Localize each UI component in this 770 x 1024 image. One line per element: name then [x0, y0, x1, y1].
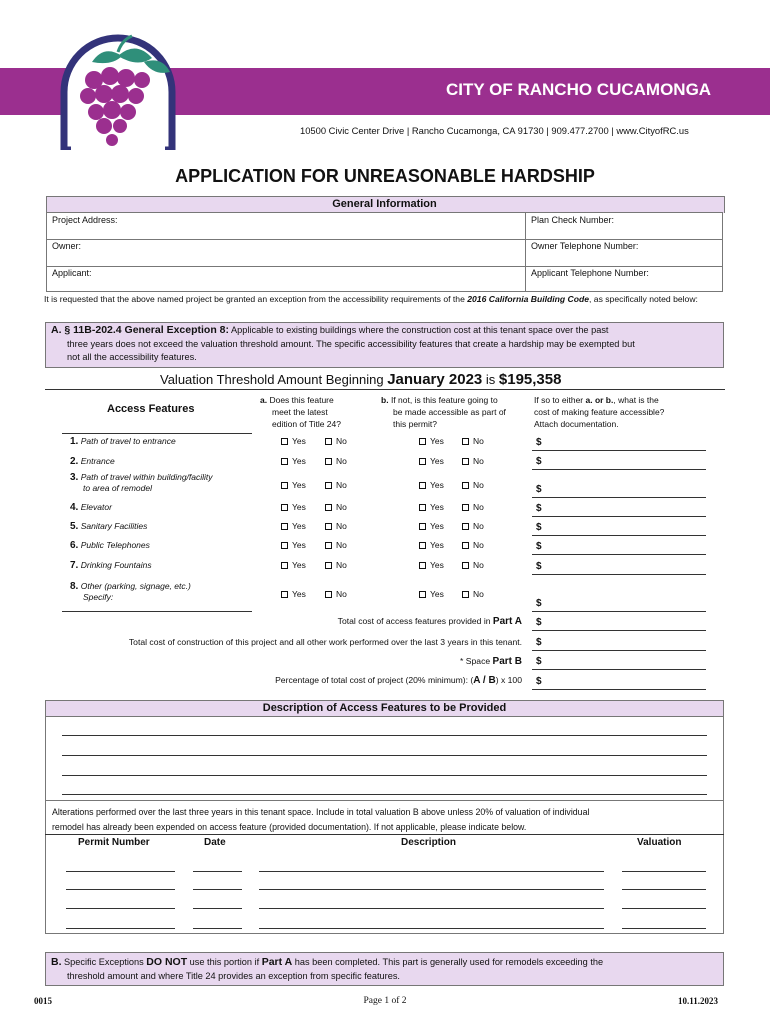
code-edition: 2016 California Building Code: [467, 294, 590, 304]
checkbox-label-no: No: [473, 480, 484, 490]
total-construction: Total cost of construction of this project and all other work performed over the last 3 years in this tenant.: [128, 637, 522, 647]
checkbox-label-yes: Yes: [292, 456, 306, 466]
cost-dollar-sign: $: [536, 522, 542, 533]
checkbox-a-no[interactable]: [325, 482, 332, 489]
checkbox-label-yes: Yes: [430, 436, 444, 446]
col-c-header: If so to either a. or b., what is the cost of making feature accessible? Attach documentation.: [534, 395, 665, 429]
date-line[interactable]: [193, 928, 242, 929]
valuation-line[interactable]: [622, 928, 706, 929]
checkbox-label-no: No: [336, 502, 347, 512]
checkbox-label-yes: Yes: [292, 502, 306, 512]
checkbox-a-yes[interactable]: [281, 562, 288, 569]
checkbox-label-yes: Yes: [292, 589, 306, 599]
description-line-4[interactable]: [62, 794, 707, 795]
checkbox-label-no: No: [473, 589, 484, 599]
cost-dollar-sign: $: [536, 503, 542, 514]
checkbox-label-no: No: [473, 560, 484, 570]
checkbox-b-no[interactable]: [462, 523, 469, 530]
permit-number-line[interactable]: [66, 871, 175, 872]
checkbox-label-no: No: [336, 540, 347, 550]
checkbox-b-yes[interactable]: [419, 504, 426, 511]
checkbox-a-yes[interactable]: [281, 438, 288, 445]
checkbox-a-yes[interactable]: [281, 591, 288, 598]
checkbox-a-yes[interactable]: [281, 458, 288, 465]
checkbox-b-no[interactable]: [462, 504, 469, 511]
col-valuation: Valuation: [637, 837, 682, 848]
checkbox-b-yes[interactable]: [419, 562, 426, 569]
checkbox-a-no[interactable]: [325, 438, 332, 445]
cost-dollar-sign: $: [536, 561, 542, 572]
checkbox-a-yes[interactable]: [281, 523, 288, 530]
description-box: [45, 717, 724, 801]
cost-input-line[interactable]: [532, 497, 706, 498]
description-line-1[interactable]: [62, 735, 707, 736]
checkbox-a-no[interactable]: [325, 504, 332, 511]
feature-label: 8. Other (parking, signage, etc.) Specify:: [70, 581, 191, 602]
description-line-2[interactable]: [62, 755, 707, 756]
checkbox-b-no[interactable]: [462, 438, 469, 445]
description-field-line[interactable]: [259, 871, 604, 872]
checkbox-label-no: No: [473, 540, 484, 550]
city-name: CITY OF RANCHO CUCAMONGA: [446, 80, 712, 99]
checkbox-a-yes[interactable]: [281, 542, 288, 549]
owner-phone-field[interactable]: Owner Telephone Number:: [531, 241, 639, 251]
description-field-line[interactable]: [259, 928, 604, 929]
checkbox-label-no: No: [473, 502, 484, 512]
section-b-text: B. Specific Exceptions DO NOT use this portion if Part A has been completed. This part is generally used for remodels exceeding the threshold amount and where Title 24 provides an exception from specific features.: [51, 956, 604, 981]
cost-dollar-sign: $: [536, 456, 542, 467]
checkbox-label-yes: Yes: [292, 480, 306, 490]
cost-dollar-sign: $: [536, 541, 542, 552]
description-field-line[interactable]: [259, 889, 604, 890]
feature-label: 4. Elevator: [70, 502, 112, 513]
checkbox-label-no: No: [473, 436, 484, 446]
cost-input-line[interactable]: [532, 450, 706, 451]
percentage-line: Percentage of total cost of project (20% minimum): (A / B) x 100: [275, 675, 522, 686]
total-input-line[interactable]: [532, 630, 706, 631]
other-specify-line: [62, 611, 252, 612]
space-part-b: * Space Part B: [460, 656, 522, 667]
cost-input-line[interactable]: [532, 535, 706, 536]
checkbox-b-no[interactable]: [462, 542, 469, 549]
valuation-date: January 2023: [387, 371, 483, 388]
section-b-label: B.: [51, 956, 62, 968]
checkbox-label-no: No: [336, 436, 347, 446]
checkbox-label-yes: Yes: [430, 502, 444, 512]
city-address: 10500 Civic Center Drive | Rancho Cucamonga, CA 91730 | 909.477.2700 | www.CityofRC.us: [300, 125, 689, 136]
cost-dollar-sign: $: [536, 598, 542, 609]
checkbox-b-no[interactable]: [462, 591, 469, 598]
permit-number-line[interactable]: [66, 928, 175, 929]
col-b-header: b. If not, is this feature going to be made accessible as part of this permit?: [381, 395, 506, 429]
checkbox-a-no[interactable]: [325, 458, 332, 465]
permit-number-line[interactable]: [66, 908, 175, 909]
valuation-line[interactable]: [622, 871, 706, 872]
feature-label: 2. Entrance: [70, 456, 115, 467]
checkbox-b-no[interactable]: [462, 458, 469, 465]
cost-input-line[interactable]: [532, 611, 706, 612]
checkbox-a-no[interactable]: [325, 591, 332, 598]
col-permit-number: Permit Number: [78, 837, 150, 848]
checkbox-label-yes: Yes: [292, 436, 306, 446]
checkbox-b-no[interactable]: [462, 482, 469, 489]
cost-dollar-sign: $: [536, 484, 542, 495]
checkbox-label-yes: Yes: [292, 521, 306, 531]
cost-input-line[interactable]: [532, 574, 706, 575]
checkbox-b-yes[interactable]: [419, 438, 426, 445]
checkbox-label-no: No: [336, 521, 347, 531]
checkbox-b-yes[interactable]: [419, 482, 426, 489]
checkbox-label-yes: Yes: [430, 521, 444, 531]
checkbox-label-no: No: [473, 521, 484, 531]
alterations-intro: Alterations performed over the last three years in this tenant space. Include in total valuation B above unless 20% of valuation of individual remodel has already been expended on access feature (provided documentation). If not applicable, please indicate below.: [52, 807, 590, 832]
revision-date: 10.11.2023: [678, 996, 719, 1006]
total-input-line[interactable]: [532, 689, 706, 690]
feature-label: 6. Public Telephones: [70, 540, 150, 551]
checkbox-label-yes: Yes: [292, 540, 306, 550]
checkbox-label-no: No: [473, 456, 484, 466]
feature-label: 3. Path of travel within building/facility to area of remodel: [70, 472, 213, 493]
checkbox-label-yes: Yes: [430, 480, 444, 490]
checkbox-label-yes: Yes: [430, 560, 444, 570]
col-access-features: Access Features: [107, 403, 195, 415]
page-number: Page 1 of 2: [363, 996, 407, 1006]
checkbox-b-no[interactable]: [462, 562, 469, 569]
cost-input-line[interactable]: [532, 469, 706, 470]
total-part-a: Total cost of access features provided in Part A: [337, 616, 522, 627]
checkbox-label-yes: Yes: [430, 456, 444, 466]
project-address-field[interactable]: Project Address:: [52, 215, 118, 225]
applicant-field[interactable]: Applicant:: [52, 268, 92, 278]
checkbox-label-no: No: [336, 480, 347, 490]
checkbox-a-yes[interactable]: [281, 482, 288, 489]
checkbox-a-no[interactable]: [325, 523, 332, 530]
alterations-divider: [45, 834, 724, 835]
form-number: 0015: [34, 996, 52, 1006]
description-heading: Description of Access Features to be Provided: [262, 702, 507, 714]
valuation-line[interactable]: [622, 889, 706, 890]
valuation-amount: $195,358: [498, 371, 562, 388]
total-dollar-sign: $: [536, 617, 542, 628]
checkbox-label-no: No: [336, 589, 347, 599]
total-dollar-sign: $: [536, 676, 542, 687]
feature-label: 5. Sanitary Facilities: [70, 521, 148, 532]
checkbox-b-yes[interactable]: [419, 458, 426, 465]
checkbox-label-yes: Yes: [292, 560, 306, 570]
cost-dollar-sign: $: [536, 437, 542, 448]
plan-check-field[interactable]: Plan Check Number:: [531, 215, 615, 225]
total-input-line[interactable]: [532, 650, 706, 651]
request-statement: It is requested that the above named project be granted an exception from the accessibility requirements of the 2016 California Building Code, as specifically noted below:: [44, 294, 698, 304]
checkbox-a-no[interactable]: [325, 542, 332, 549]
cost-input-line[interactable]: [532, 554, 706, 555]
total-dollar-sign: $: [536, 656, 542, 667]
section-a-text: A. § 11B-202.4 General Exception 8: Applicable to existing buildings where the construction cost at this tenant space over the past three years does not exceed the valuation threshold amount. The specific accessibility features that create a hardship may be exempted but not all the accessibility features.: [51, 324, 635, 362]
checkbox-label-no: No: [336, 456, 347, 466]
feature-label: 7. Drinking Fountains: [70, 560, 152, 571]
valuation-line[interactable]: [622, 908, 706, 909]
checkbox-a-yes[interactable]: [281, 504, 288, 511]
general-info-table: [46, 212, 723, 292]
total-input-line[interactable]: [532, 669, 706, 670]
header-divider: [62, 433, 252, 434]
checkbox-b-yes[interactable]: [419, 523, 426, 530]
checkbox-label-yes: Yes: [430, 589, 444, 599]
city-logo: [52, 22, 184, 150]
date-line[interactable]: [193, 908, 242, 909]
valuation-threshold: Valuation Threshold Amount Beginning January 2023 is $195,358: [160, 371, 562, 388]
checkbox-label-no: No: [336, 560, 347, 570]
col-date: Date: [204, 837, 226, 848]
checkbox-b-yes[interactable]: [419, 591, 426, 598]
section-a-label: A. § 11B-202.4 General Exception 8:: [51, 324, 229, 336]
total-dollar-sign: $: [536, 637, 542, 648]
owner-field[interactable]: Owner:: [52, 241, 82, 251]
checkbox-label-yes: Yes: [430, 540, 444, 550]
date-line[interactable]: [193, 889, 242, 890]
permit-number-line[interactable]: [66, 889, 175, 890]
description-line-3[interactable]: [62, 775, 707, 776]
general-info-heading: General Information: [332, 198, 437, 210]
checkbox-b-yes[interactable]: [419, 542, 426, 549]
date-line[interactable]: [193, 871, 242, 872]
col-a-header: a. Does this feature meet the latest edition of Title 24?: [260, 395, 341, 429]
description-field-line[interactable]: [259, 908, 604, 909]
checkbox-a-no[interactable]: [325, 562, 332, 569]
cost-input-line[interactable]: [532, 516, 706, 517]
applicant-phone-field[interactable]: Applicant Telephone Number:: [531, 268, 649, 278]
feature-label: 1. Path of travel to entrance: [70, 436, 176, 447]
valuation-underline: [45, 389, 725, 390]
col-description: Description: [401, 837, 457, 848]
form-title: APPLICATION FOR UNREASONABLE HARDSHIP: [175, 166, 595, 186]
